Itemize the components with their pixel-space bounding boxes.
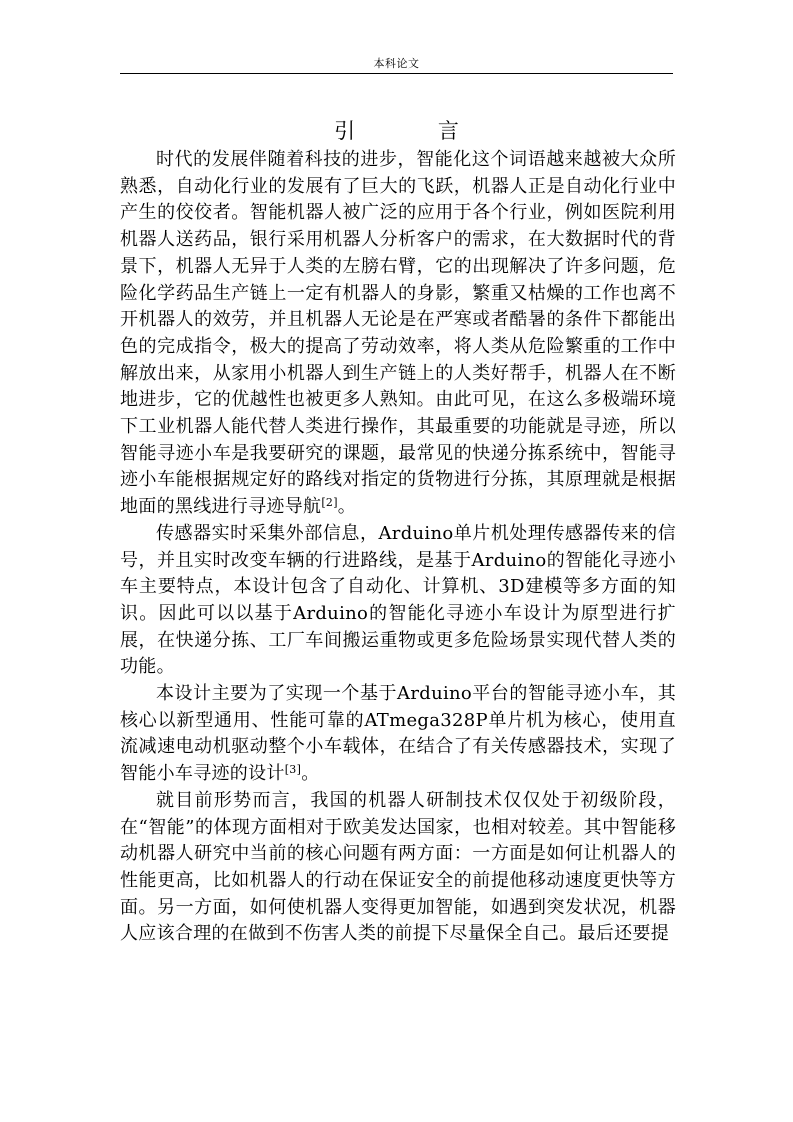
paragraph-1	[120, 147, 676, 521]
running-header: 本科论文	[373, 57, 420, 70]
paragraph-3	[120, 681, 676, 788]
paragraph-3-text: 本设计主要为了实现一个基于Arduino平台的智能寻迹小车，其核心以新型通用、性能可靠的ATmega328P单片机为核心，使用直流减速电动机驱动整个小车载体，在结合了有关传感器技术，实现了智能小车寻迹的设计	[120, 683, 676, 785]
header-rule	[120, 73, 673, 74]
citation-2: [2]	[321, 496, 338, 510]
citation-3: [3]	[284, 763, 302, 777]
paragraph-4-text: 就目前形势而言，我国的机器人研制技术仅仅处于初级阶段，在“智能”的体现方面相对于欧美发达国家，也相对较差。其中智能移动机器人研究中当前的核心问题有两方面：一方面是如何让机器人的性能更高，比如机器人的行动在保证安全的前提他移动速度更快等方面。另一方面，如何使机器人变得更加智能，如遇到突发状况，机器人应该合理的在做到不伤害人类的前提下尽量保全自己。最后还要提	[120, 789, 676, 945]
paragraph-2	[120, 521, 676, 681]
paragraph-3-end: 。	[301, 763, 320, 785]
body-text	[120, 147, 676, 948]
paragraph-1-end: 。	[337, 496, 357, 518]
paragraph-4	[120, 788, 676, 948]
section-title: 引 言	[334, 119, 497, 143]
paragraph-1-text: 时代的发展伴随着科技的进步，智能化这个词语越来越被大众所熟悉，自动化行业的发展有了巨大的飞跃，机器人正是自动化行业中产生的佼佼者。智能机器人被广泛的应用于各个行业，例如医院利用机器人送药品，银行采用机器人分析客户的需求，在大数据时代的背景下，机器人无异于人类的左膀右臂，它的出现解决了许多问题，危险化学药品生产链上一定有机器人的身影，繁重又枯燥的工作也离不开机器人的效劳，并且机器人无论是在严寒或者酷暑的条件下都能出色的完成指令，极大的提高了劳动效率，将人类从危险繁重的工作中解放出来，从家用小机器人到生产链上的人类好帮手，机器人在不断地进步，它的优越性也被更多人熟知。由此可见，在这么多极端环境下工业机器人能代替人类进行操作，其最重要的功能就是寻迹，所以智能寻迹小车是我要研究的课题，最常见的快递分拣系统中，智能寻迹小车能根据规定好的路线对指定的货物进行分拣，其原理就是根据地面的黑线进行寻迹导航	[120, 149, 676, 518]
paragraph-2-text: 传感器实时采集外部信息，Arduino单片机处理传感器传来的信号，并且实时改变车辆的行进路线，是基于Arduino的智能化寻迹小车主要特点，本设计包含了自动化、计算机、3D建模等多方面的知识。因此可以以基于Arduino的智能化寻迹小车设计为原型进行扩展，在快递分拣、工厂车间搬运重物或更多危险场景实现代替人类的功能。	[120, 522, 676, 678]
